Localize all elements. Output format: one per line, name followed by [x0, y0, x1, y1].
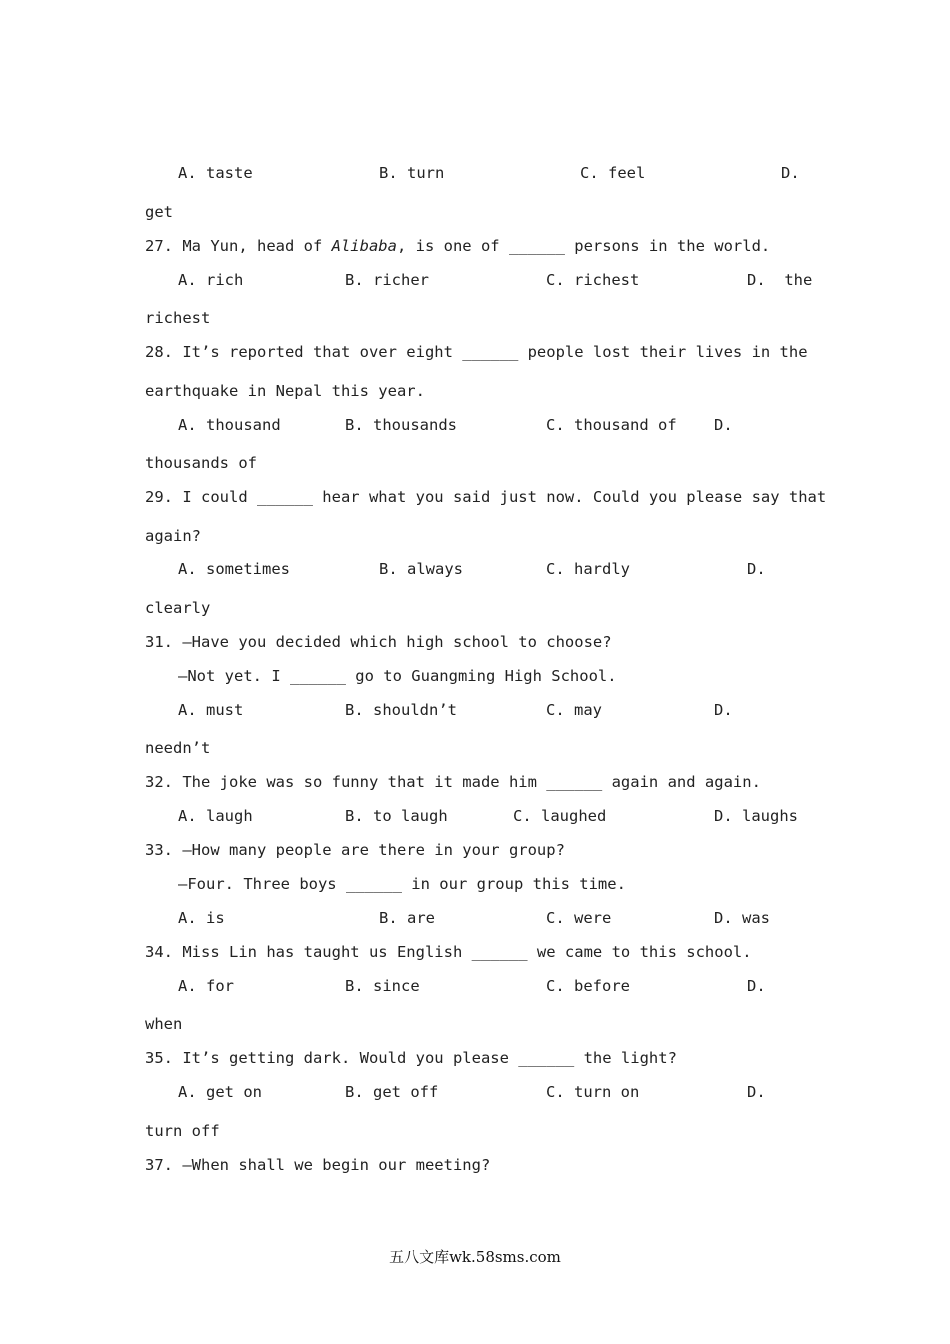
q26-option-c: C. feel — [580, 164, 646, 182]
q35-option-b: B. get off — [345, 1083, 439, 1101]
q33-stem: 33. —How many people are there in your group? — [145, 841, 565, 859]
q35-option-d-text: turn off — [145, 1122, 220, 1140]
q31-stem-reply: —Not yet. I ______ go to Guangming High School. — [178, 667, 617, 685]
q34-option-d: D. — [747, 977, 766, 995]
q33-option-b: B. are — [379, 909, 435, 927]
q26-option-d: D. — [781, 164, 800, 182]
q29-option-d: D. — [747, 560, 766, 578]
q31-option-c: C. may — [546, 701, 602, 719]
q35-option-a: A. get on — [178, 1083, 262, 1101]
q29-option-a: A. sometimes — [178, 560, 290, 578]
q33-option-a: A. is — [178, 909, 225, 927]
q31-stem: 31. —Have you decided which high school to choose? — [145, 633, 612, 651]
q27-option-d-text: richest — [145, 309, 211, 327]
q32-option-a: A. laugh — [178, 807, 253, 825]
q35-option-d: D. — [747, 1083, 766, 1101]
q29-option-d-text: clearly — [145, 599, 211, 617]
q37-stem: 37. —When shall we begin our meeting? — [145, 1156, 491, 1174]
q31-option-d: D. — [714, 701, 733, 719]
q28-stem-cont: earthquake in Nepal this year. — [145, 382, 425, 400]
q27-option-c: C. richest — [546, 271, 640, 289]
q29-option-c: C. hardly — [546, 560, 630, 578]
q27-stem-italic: Alibaba — [331, 237, 397, 255]
q31-option-a: A. must — [178, 701, 244, 719]
q33-option-d: D. was — [714, 909, 770, 927]
q32-stem: 32. The joke was so funny that it made him ______ again and again. — [145, 773, 761, 791]
q29-option-b: B. always — [379, 560, 463, 578]
q31-option-d-text: needn’t — [145, 739, 211, 757]
q26-option-d-text: get — [145, 203, 173, 221]
q27-option-d: D. the — [747, 271, 813, 289]
q28-option-d: D. — [714, 416, 733, 434]
q28-option-d-text: thousands of — [145, 454, 257, 472]
q32-option-b: B. to laugh — [345, 807, 448, 825]
q27-stem: 27. Ma Yun, head of Alibaba, is one of ______ persons in the world. — [145, 237, 771, 255]
q33-stem-reply: —Four. Three boys ______ in our group this time. — [178, 875, 626, 893]
q26-option-b: B. turn — [379, 164, 445, 182]
q29-stem: 29. I could ______ hear what you said just now. Could you please say that — [145, 488, 827, 506]
q32-option-d: D. laughs — [714, 807, 798, 825]
q27-option-a: A. rich — [178, 271, 244, 289]
page-footer: 五八文库wk.58sms.com — [389, 1248, 561, 1266]
q34-stem: 34. Miss Lin has taught us English ______ we came to this school. — [145, 943, 752, 961]
q28-option-a: A. thousand — [178, 416, 281, 434]
q34-option-d-text: when — [145, 1015, 183, 1033]
q31-option-b: B. shouldn’t — [345, 701, 457, 719]
q34-option-c: C. before — [546, 977, 630, 995]
q35-stem: 35. It’s getting dark. Would you please ______ the light? — [145, 1049, 677, 1067]
q35-option-c: C. turn on — [546, 1083, 640, 1101]
q28-stem: 28. It’s reported that over eight ______ people lost their lives in the — [145, 343, 808, 361]
q32-option-c: C. laughed — [513, 807, 607, 825]
q29-stem-cont: again? — [145, 527, 201, 545]
q34-option-a: A. for — [178, 977, 234, 995]
q34-option-b: B. since — [345, 977, 420, 995]
q28-option-b: B. thousands — [345, 416, 457, 434]
q26-option-a: A. taste — [178, 164, 253, 182]
q28-option-c: C. thousand of — [546, 416, 677, 434]
q33-option-c: C. were — [546, 909, 612, 927]
q27-option-b: B. richer — [345, 271, 429, 289]
